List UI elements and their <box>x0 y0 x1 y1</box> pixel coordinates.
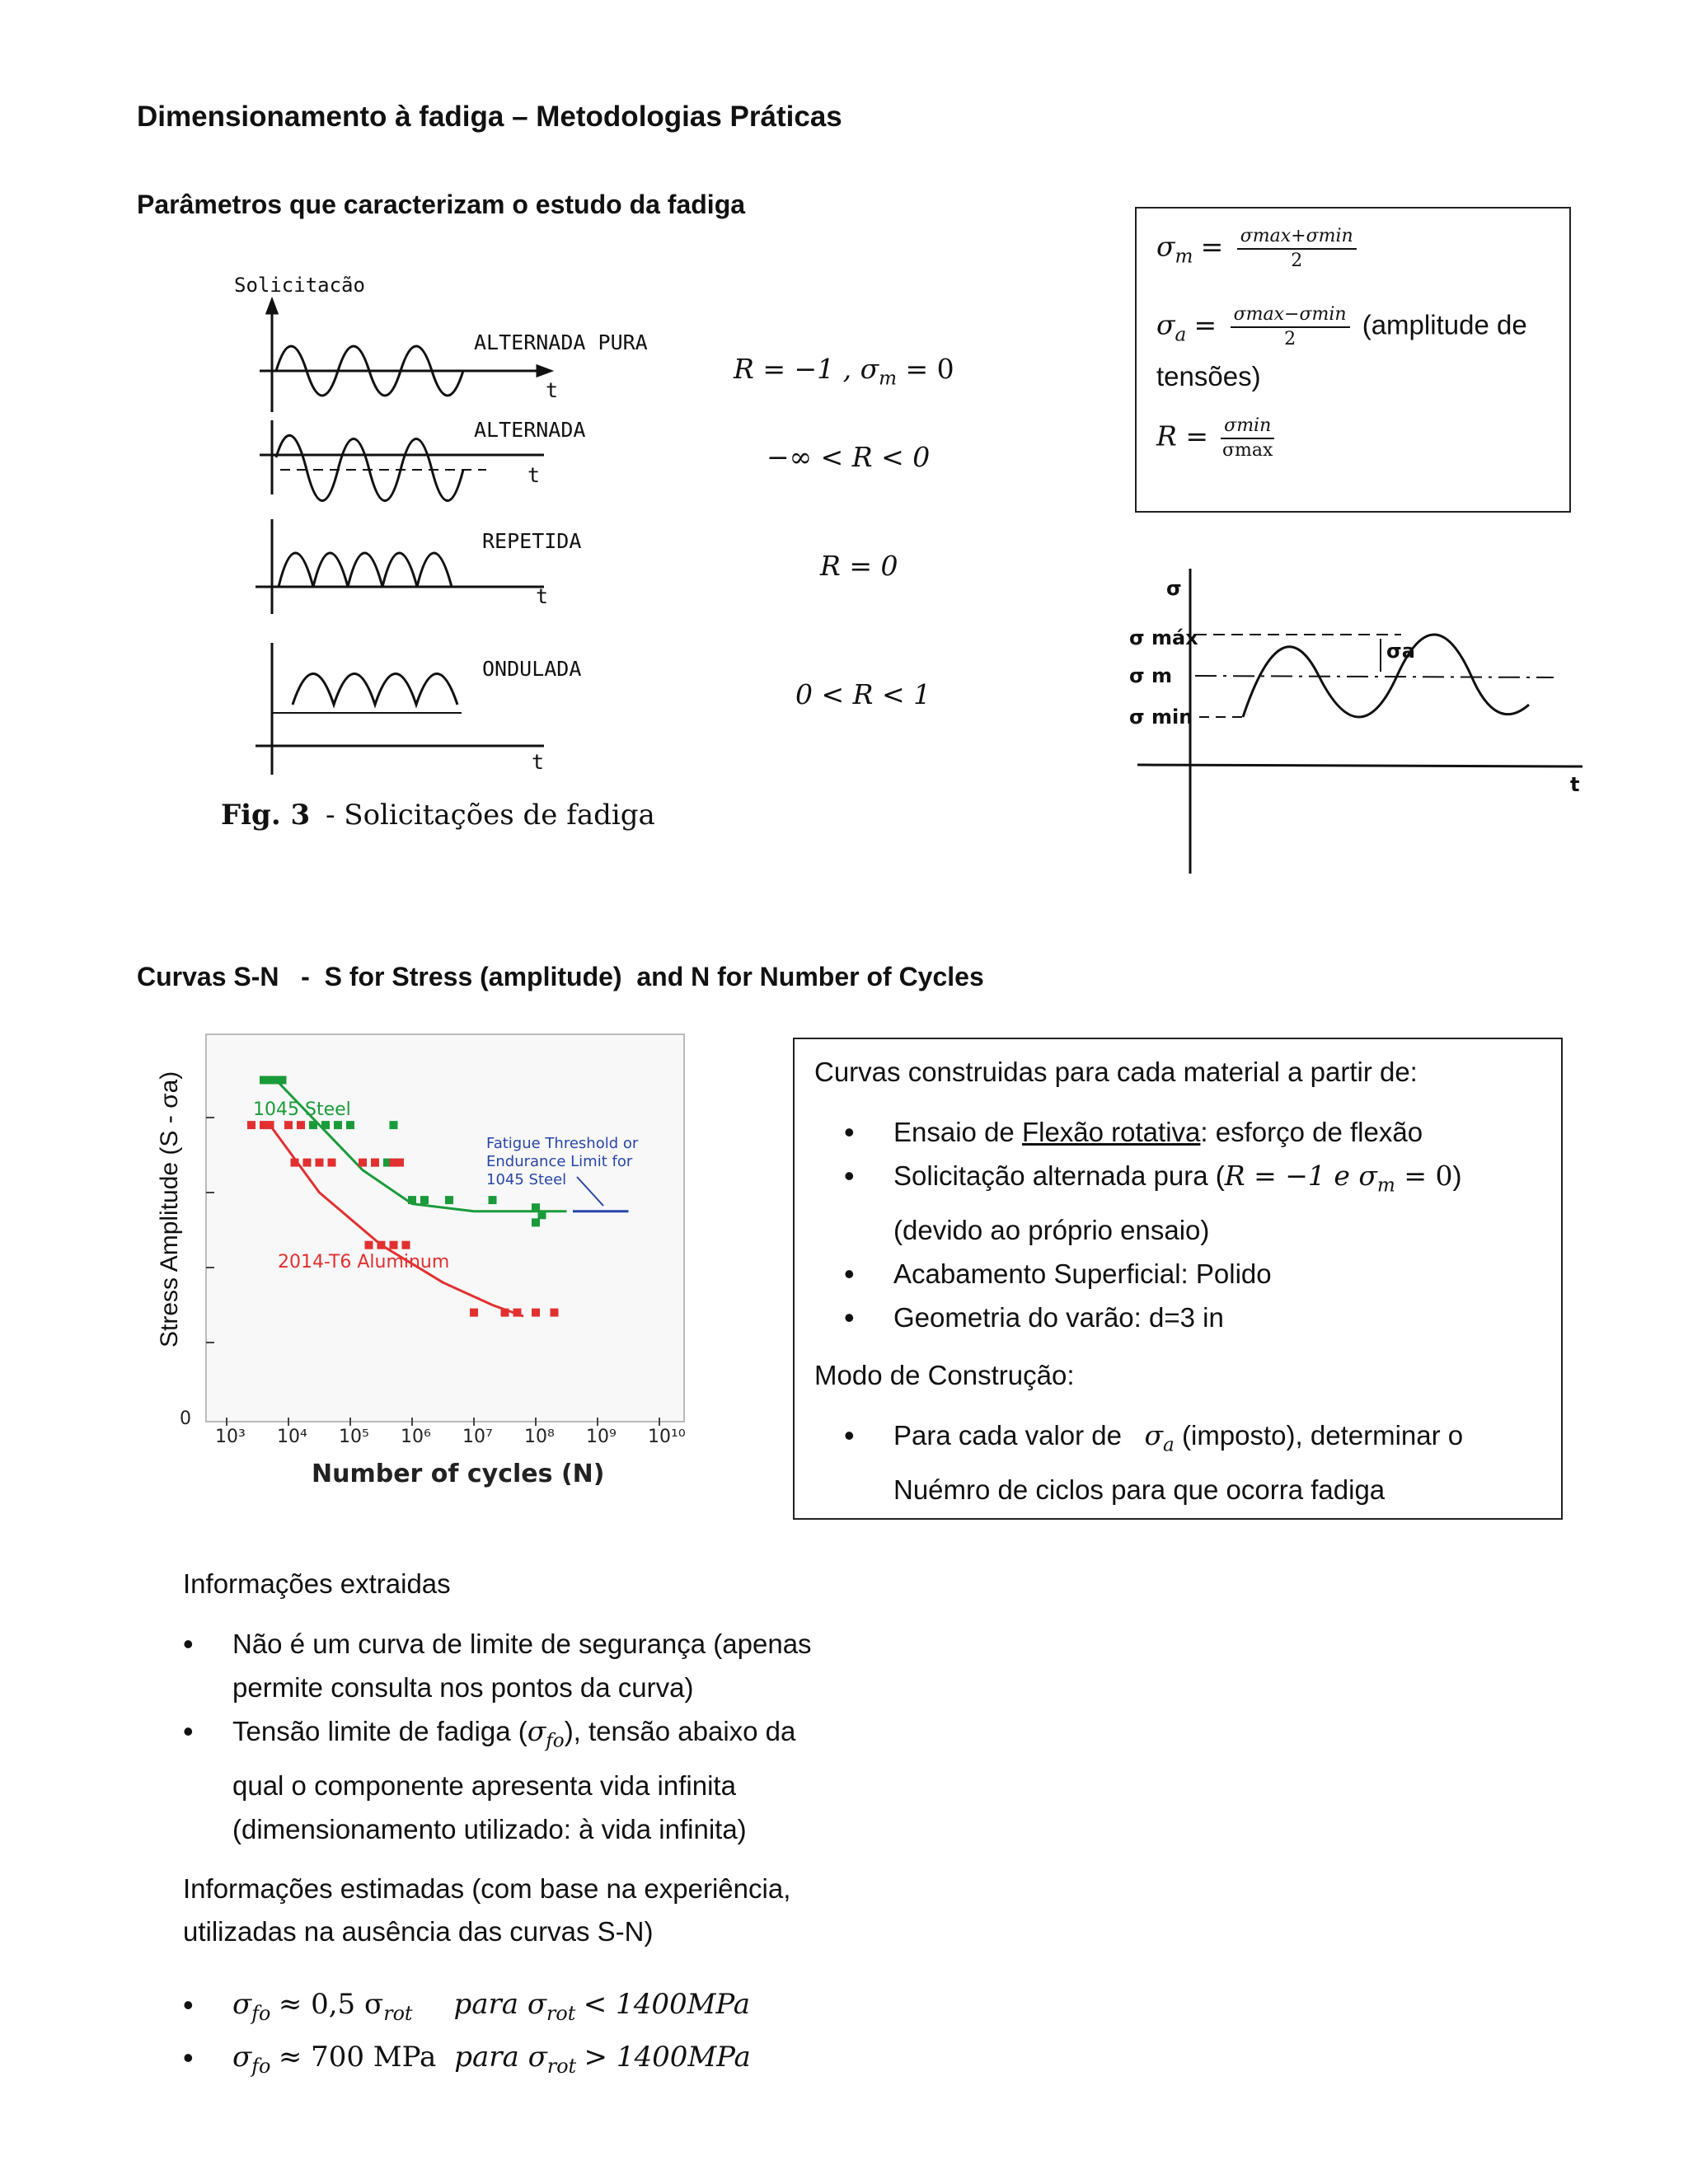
sigma-plot-label-m: σ m <box>1129 664 1173 687</box>
sn-x-tick-label: 10⁷ <box>462 1427 493 1447</box>
sn-point <box>371 1159 379 1167</box>
sn-point <box>377 1241 386 1249</box>
sn-point <box>266 1121 274 1129</box>
fig3-caption-text: - Solicitações de fadiga <box>326 799 655 832</box>
info-mode-list <box>795 1413 1553 1511</box>
extracted-item-2: • Tensão limite de fadiga $(\sigma_{fo})$, tensão abaixo da qual o componente apresenta vida infinita (dimensionamento utilizado: à vida infinita) <box>134 1709 925 1851</box>
fig3-ylabel: Solicitacão <box>234 274 365 297</box>
sn-x-tick-label: 10⁸ <box>524 1427 555 1447</box>
info-mode-item: • Para cada valor de $\sigma_a$ (imposto), determinar o Nuémro de ciclos para que ocorra fadiga <box>795 1413 1553 1511</box>
section-heading-sn-curves: Curvas S-N - S for Stress (amplitude) and N for Number of Cycles <box>137 962 984 991</box>
sigma-plot-label-min: σ min <box>1129 705 1193 729</box>
sn-label-steel: 1045 Steel <box>253 1099 351 1120</box>
sn-point <box>297 1121 305 1129</box>
r-condition-alternada-pura: R = −1 , $\sigma_m = 0$ <box>734 353 954 390</box>
sn-point <box>284 1121 293 1129</box>
sn-point <box>309 1121 317 1129</box>
info-intro: Curvas construidas para cada material a partir de: <box>814 1057 1418 1087</box>
sn-curve-chart <box>148 1026 709 1504</box>
r-condition-ondulada: 0 < R < 1 <box>795 678 931 710</box>
info-mode-heading: Modo de Construção: <box>814 1360 1075 1390</box>
sn-point <box>532 1309 540 1317</box>
sn-point <box>445 1196 453 1204</box>
sn-point <box>532 1203 540 1212</box>
sn-point <box>279 1076 287 1085</box>
sn-point <box>303 1159 312 1167</box>
sn-annotation-line2: Endurance Limit for <box>486 1153 633 1170</box>
sn-point <box>470 1309 478 1317</box>
formula-sigma-a: $\sigma_a$ = $\frac{\sigma\max-\sigma\min}{2}$ (amplitude de <box>1156 304 1527 349</box>
sigma-plot-label-a: σa <box>1386 640 1415 663</box>
fig3-caption-number: Fig. 3 <box>221 799 311 832</box>
estimated-heading-line1: Informações estimadas (com base na experiência, <box>183 1873 791 1904</box>
estimated-item-1: • $\sigma_{fo} \approx 0,5$ $\sigma_{rot}$ para $\sigma_{rot} < 1400MPa$ <box>134 1983 925 2036</box>
fig3-label-repetida: REPETIDA <box>482 529 582 553</box>
sn-point <box>346 1121 354 1129</box>
fig3-label-alternada-pura: ALTERNADA PURA <box>474 330 648 354</box>
sn-x-tick-label: 10⁴ <box>277 1427 307 1447</box>
sn-point <box>551 1309 559 1317</box>
sn-point <box>396 1159 404 1167</box>
sn-xlabel: Number of cycles (N) <box>312 1460 605 1488</box>
sn-point <box>247 1121 256 1129</box>
fig3-t3: t <box>536 584 549 608</box>
extracted-heading: Informações extraidas <box>183 1568 451 1599</box>
sn-x-tick-label: 10¹⁰ <box>648 1427 686 1447</box>
sn-point <box>489 1196 497 1204</box>
info-item-solicitacao: • Solicitação alternada pura (R = −1 e $\sigma_m = 0$) (devido ao próprio ensaio) <box>795 1154 1553 1252</box>
info-item-flexao: • Ensaio de Flexão rotativa: esforço de flexão <box>795 1110 1553 1154</box>
sn-annotation-line1: Fatigue Threshold or <box>486 1135 639 1152</box>
sn-x-tick-label: 10³ <box>215 1427 246 1447</box>
sn-x-tick-label: 10⁹ <box>586 1427 617 1447</box>
sn-point <box>390 1121 398 1129</box>
sn-info-box <box>793 1038 1563 1520</box>
sigma-time-plot <box>1121 560 1599 882</box>
sn-point <box>402 1241 410 1249</box>
sn-point <box>532 1218 540 1226</box>
sn-label-aluminum: 2014-T6 Aluminum <box>278 1252 450 1272</box>
r-condition-alternada: −∞ < R < 0 <box>767 441 931 473</box>
extracted-item-1: • Não é um curva de limite de segurança (apenas permite consulta nos pontos da curva) <box>134 1622 925 1709</box>
sn-point <box>365 1241 373 1249</box>
fig3-t1: t <box>546 378 559 402</box>
formula-box <box>1135 207 1571 513</box>
info-list <box>795 1110 1553 1339</box>
estimated-list <box>134 1983 925 2088</box>
sn-annotation-line3: 1045 Steel <box>486 1171 567 1188</box>
info-item-acabamento: • Acabamento Superficial: Polido <box>795 1252 1553 1296</box>
sn-point <box>420 1196 429 1204</box>
sn-point <box>359 1159 367 1167</box>
sn-point <box>390 1241 398 1249</box>
sn-point <box>513 1309 522 1317</box>
fig3-t4: t <box>532 750 545 774</box>
sn-point <box>408 1196 416 1204</box>
sn-point <box>538 1211 546 1219</box>
sn-y-zero: 0 <box>180 1408 191 1429</box>
formula-sigma-m: $\sigma_m$ = $\frac{\sigma\max+\sigma\min}{2}$ <box>1156 225 1362 273</box>
page-title: Dimensionamento à fadiga – Metodologias Práticas <box>137 101 842 133</box>
sn-point <box>291 1159 299 1167</box>
sn-point <box>334 1121 342 1129</box>
formula-r: R = $\frac{\sigma\min}{\sigma\max}$ <box>1156 415 1273 461</box>
extracted-list <box>134 1622 925 1851</box>
info-item-geometria: • Geometria do varão: d=3 in <box>795 1296 1553 1339</box>
estimated-heading-line2: utilizadas na ausência das curvas S-N) <box>183 1916 654 1947</box>
formula-sigma-a-note: tensões) <box>1156 361 1261 391</box>
sn-ylabel: Stress Amplitude (S - σa) <box>156 1071 183 1347</box>
fig3-fatigue-loading-types <box>214 264 709 841</box>
sn-x-tick-label: 10⁶ <box>401 1427 431 1447</box>
sn-x-tick-label: 10⁵ <box>339 1427 369 1447</box>
sn-plot-area <box>206 1034 684 1422</box>
sn-point <box>328 1159 336 1167</box>
sn-point <box>501 1309 509 1317</box>
sigma-plot-axis-y: σ <box>1166 577 1182 600</box>
r-condition-repetida: R = 0 <box>820 550 898 582</box>
sigma-plot-label-max: σ máx <box>1129 626 1198 649</box>
fig3-label-alternada: ALTERNADA <box>474 418 586 442</box>
sigma-plot-axis-t: t <box>1570 773 1580 796</box>
sn-point <box>321 1121 330 1129</box>
estimated-item-2: • $\sigma_{fo} \approx 700$ MPa para $\sigma_{rot} > 1400MPa$ <box>134 2036 925 2088</box>
section-heading-parameters: Parâmetros que caracterizam o estudo da fadiga <box>137 190 746 219</box>
sn-point <box>316 1159 324 1167</box>
fig3-t2: t <box>528 463 541 487</box>
fig3-label-ondulada: ONDULADA <box>482 657 582 681</box>
